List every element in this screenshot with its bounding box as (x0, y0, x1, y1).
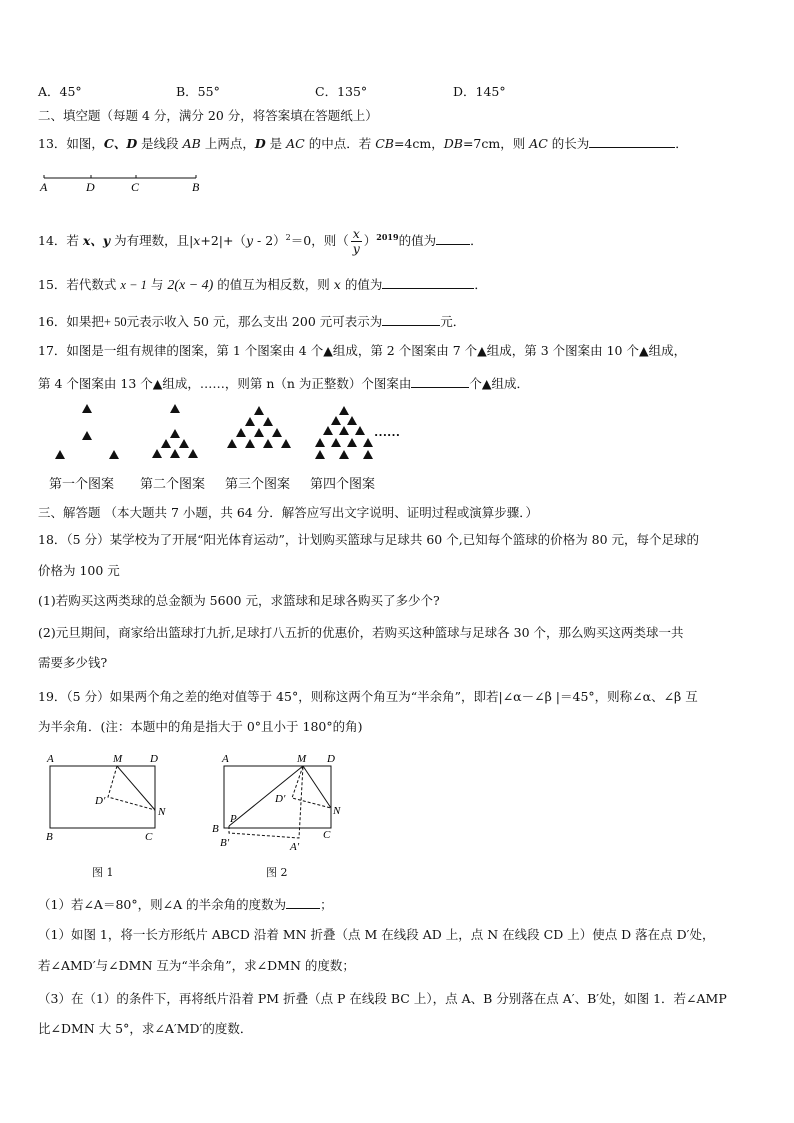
q16-text: 16．如果把+ 50元表示收入 50 元，那么支出 200 元可表示为 元． (38, 314, 466, 329)
answer-blank (436, 232, 470, 245)
svg-text:C: C (323, 829, 331, 841)
figure-2 (205, 748, 355, 858)
caption-pattern-1: 第一个图案 (49, 477, 115, 492)
answer-blank (589, 135, 675, 148)
q18-line-2: 价格为 100 元 (38, 563, 120, 578)
svg-text:A′: A′ (290, 841, 300, 853)
segment-figure (36, 170, 216, 194)
svg-text:N: N (158, 806, 166, 818)
fraction-x-over-y: $\frac{x}{y}$ (352, 226, 360, 257)
q18-part-2-line-1: (2)元旦期间，商家给出篮球打九折,足球打八五折的优惠价，若购买这种篮球与足球各 30 个，那么购买这两类球一共 (38, 625, 684, 640)
q19-sub-3-line-2: 比∠DMN 大 5°，求∠A′MD′的度数． (38, 1021, 253, 1036)
svg-text:D: D (327, 753, 335, 765)
point-c-label: C (131, 180, 140, 194)
option-b: B．55° (176, 84, 220, 99)
figure-2-caption: 图 2 (266, 866, 288, 879)
pattern-4 (315, 406, 373, 459)
pattern-ellipsis: …… (374, 424, 400, 439)
q19-line-1: 19．（5 分）如果两个角之差的绝对值等于 45°，则称这两个角互为“半余角”，即若|∠α－∠β |＝45°，则称∠α、∠β 互 (38, 689, 698, 704)
answer-blank (411, 375, 469, 388)
svg-text:P: P (230, 813, 237, 825)
pattern-3 (227, 406, 291, 448)
svg-text:A: A (47, 753, 54, 765)
svg-text:A: A (222, 753, 229, 765)
option-a: A．45° (38, 84, 82, 99)
triangle-patterns (38, 398, 438, 468)
option-c: C．135° (315, 84, 368, 99)
figure-1 (40, 748, 180, 848)
q17-line-2: 第 4 个图案由 13 个▲组成，……，则第 n（n 为正整数）个图案由 个▲组成． (38, 376, 530, 391)
q18-part-2-line-2: 需要多少钱? (38, 655, 108, 670)
figure-1-caption: 图 1 (92, 866, 114, 879)
q15-text: 15．若代数式 x − 1 与 2(x − 4) 的值互为相反数，则 x 的值为 ． (38, 277, 487, 293)
svg-text:B: B (212, 823, 219, 835)
q19-line-2: 为半余角．(注：本题中的角是指大于 0°且小于 180°的角) (38, 719, 363, 734)
q18-line-1: 18．（5 分）某学校为了开展“阳光体育运动”，计划购买篮球与足球共 60 个,已知每个篮球的价格为 80 元，每个足球的 (38, 532, 700, 547)
q18-part-1: (1)若购买这两类球的总金额为 5600 元，求篮球和足球各购买了多少个? (38, 593, 440, 608)
answer-blank (382, 313, 440, 326)
q19-sub-2-line-1: （1）如图 1，将一长方形纸片 ABCD 沿着 MN 折叠（点 M 在线段 AD 上，点 N 在线段 CD 上）使点 D 落在点 D′处， (38, 927, 715, 942)
svg-text:M: M (297, 753, 307, 765)
section-3-heading: 三、解答题 （本大题共 7 小题，共 64 分．解答应写出文字说明、证明过程或演算步骤．） (38, 505, 538, 520)
svg-text:C: C (145, 831, 153, 843)
svg-text:D′: D′ (275, 793, 286, 805)
pattern-2 (152, 404, 198, 458)
answer-blank (286, 896, 320, 909)
q19-sub-3-line-1: （3）在（1）的条件下，再将纸片沿着 PM 折叠（点 P 在线段 BC 上），点 A、B 分别落在点 A′、B′处，如图 1．若∠AMP (38, 991, 727, 1006)
svg-text:N: N (333, 805, 341, 817)
svg-text:M: M (113, 753, 123, 765)
svg-text:D: D (150, 753, 158, 765)
point-a-label: A (40, 180, 48, 194)
q19-sub-2-line-2: 若∠AMD′与∠DMN 互为“半余角”，求∠DMN 的度数； (38, 958, 355, 973)
q19-sub-1: （1）若∠A＝80°，则∠A 的半余角的度数为 ； (38, 897, 333, 912)
section-2-heading: 二、填空题（每题 4 分，满分 20 分，将答案填在答题纸上） (38, 108, 378, 123)
point-d-label: D (86, 180, 95, 194)
svg-text:B: B (46, 831, 53, 843)
q13-text: 13．如图，C、D 是线段 AB 上两点，D 是 AC 的中点．若 CB=4cm，DB=7cm，则 AC 的长为 ． (38, 136, 688, 151)
q14-text: 14．若 x、y 为有理数，且|x+2|+（y - 2）$^2$＝0，则（ $\frac{x}{y}$ ）$^{2019}$的值为 ． (38, 226, 483, 257)
caption-pattern-4: 第四个图案 (310, 477, 376, 492)
option-d: D．145° (453, 84, 506, 99)
answer-blank (382, 276, 474, 289)
caption-pattern-3: 第三个图案 (225, 477, 291, 492)
pattern-1 (55, 404, 119, 459)
point-b-label: B (192, 180, 200, 194)
q17-line-1: 17．如图是一组有规律的图案，第 1 个图案由 4 个▲组成，第 2 个图案由 7 个▲组成，第 3 个图案由 10 个▲组成， (38, 343, 687, 358)
svg-text:B′: B′ (220, 837, 230, 849)
caption-pattern-2: 第二个图案 (140, 477, 206, 492)
svg-text:D′: D′ (95, 795, 106, 807)
